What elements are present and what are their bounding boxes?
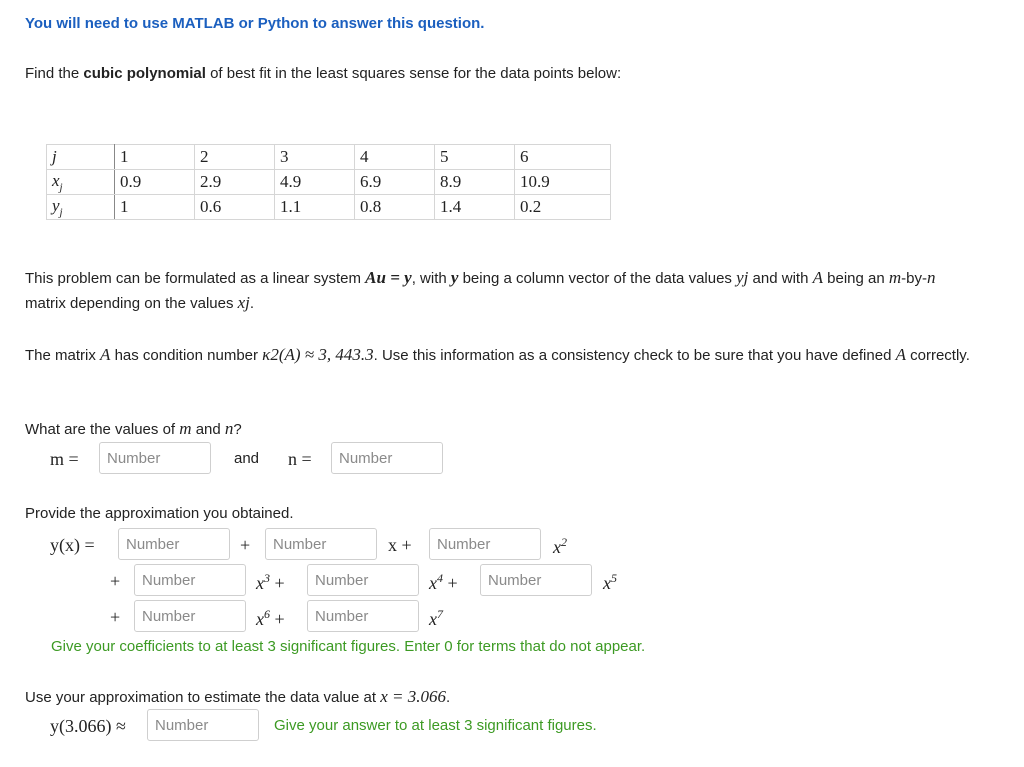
para1-text: and with	[748, 270, 813, 287]
para1-text: .	[249, 295, 255, 312]
notice-text: You will need to use MATLAB or Python to answer this question.	[25, 15, 485, 32]
intro-bold: cubic polynomial	[83, 65, 206, 82]
table-cell: 1	[115, 145, 195, 170]
table-cell: 1.1	[275, 195, 355, 220]
table-cell: 0.9	[115, 170, 195, 195]
para2-text: The matrix	[25, 347, 101, 364]
para1-text: being an	[822, 270, 889, 287]
plus-sign: +	[110, 607, 121, 627]
para1-text: -by-	[901, 270, 927, 287]
approx-lhs: y(x) =	[50, 535, 95, 555]
para1-math: y	[450, 268, 459, 287]
formulation-paragraph	[25, 266, 975, 316]
mn-math: m	[179, 419, 192, 438]
para1-text: matrix depending on the values	[25, 295, 238, 312]
and-label: and	[234, 450, 260, 467]
mn-text: and	[191, 421, 225, 438]
estimate-text: Use your approximation to estimate the data value at	[25, 689, 381, 706]
coef-hint: Give your coefficients to at least 3 significant figures. Enter 0 for terms that do not appear.	[51, 638, 646, 655]
table-cell: 4.9	[275, 170, 355, 195]
table-cell: 8.9	[435, 170, 515, 195]
estimate-math: x = 3.066	[380, 687, 446, 706]
para2-text: has condition number	[110, 347, 263, 364]
x6-term: $x^6$ +	[256, 607, 285, 629]
coef-5-input[interactable]	[480, 564, 592, 596]
mn-text: ?	[233, 421, 242, 438]
para1-text: being a column vector of the data values	[458, 270, 737, 287]
coef-1-input[interactable]	[265, 528, 377, 560]
table-cell: 1	[115, 195, 195, 220]
coef-4-input[interactable]	[307, 564, 419, 596]
estimate-text: .	[445, 689, 451, 706]
mn-text: What are the values of	[25, 421, 180, 438]
table-cell: 0.6	[195, 195, 275, 220]
table-cell: 10.9	[515, 170, 611, 195]
coef-2-input[interactable]	[429, 528, 541, 560]
coef-6-input[interactable]	[134, 600, 246, 632]
para1-math: n	[927, 268, 936, 287]
table-cell: 6.9	[355, 170, 435, 195]
intro-prefix: Find the	[25, 65, 84, 82]
para1-equation: Au = y	[365, 268, 412, 287]
table-row	[47, 170, 611, 195]
approx-prompt: Provide the approximation you obtained.	[25, 505, 294, 522]
table-cell: 1.4	[435, 195, 515, 220]
table-cell: 5	[435, 145, 515, 170]
para2-text: . Use this information as a consistency check to be sure that you have defined	[373, 347, 896, 364]
x4-term: $x^4$ +	[429, 571, 458, 593]
m-label: m =	[50, 449, 79, 469]
x3-term: $x^3$ +	[256, 571, 285, 593]
para1-math: yj	[736, 268, 749, 287]
n-label: n =	[288, 449, 312, 469]
m-input[interactable]	[99, 442, 211, 474]
x5-term: $x^5$	[603, 571, 617, 593]
para1-text: This problem can be formulated as a linear system	[25, 270, 366, 287]
para1-math: xj	[237, 293, 250, 312]
n-input[interactable]	[331, 442, 443, 474]
table-cell: 2.9	[195, 170, 275, 195]
estimate-prompt	[25, 687, 450, 707]
x2-term: $x^2$	[553, 535, 567, 557]
table-cell: 0.8	[355, 195, 435, 220]
row-label-x: $x_j$	[47, 170, 115, 195]
table-row	[47, 145, 611, 170]
condition-paragraph	[25, 343, 975, 368]
x-term: x +	[388, 535, 412, 555]
table-cell: 3	[275, 145, 355, 170]
para1-math: m	[888, 268, 902, 287]
table-row	[47, 195, 611, 220]
mn-question	[25, 419, 242, 439]
para2-text: correctly.	[905, 347, 970, 364]
condition-number: κ2(A) ≈ 3, 443.3	[262, 345, 374, 364]
estimate-input[interactable]	[147, 709, 259, 741]
para1-math: A	[812, 268, 823, 287]
estimate-lhs: y(3.066) ≈	[50, 716, 126, 736]
para1-text: , with	[411, 270, 451, 287]
mn-math: n	[224, 419, 234, 438]
table-cell: 0.2	[515, 195, 611, 220]
para2-math: A	[895, 345, 906, 364]
table-cell: 4	[355, 145, 435, 170]
table-cell: 2	[195, 145, 275, 170]
row-label-y: $y_j$	[47, 195, 115, 220]
data-table	[46, 144, 611, 220]
estimate-hint: Give your answer to at least 3 significant figures.	[274, 717, 597, 734]
row-label-j: j	[47, 145, 115, 170]
x7-term: $x^7$	[429, 607, 443, 629]
para2-math: A	[100, 345, 111, 364]
coef-7-input[interactable]	[307, 600, 419, 632]
plus-sign: +	[110, 571, 121, 591]
coef-3-input[interactable]	[134, 564, 246, 596]
intro-suffix: of best fit in the least squares sense for the data points below:	[205, 65, 622, 82]
plus-sign: +	[240, 535, 251, 555]
coef-0-input[interactable]	[118, 528, 230, 560]
table-cell: 6	[515, 145, 611, 170]
intro-text	[25, 65, 621, 82]
